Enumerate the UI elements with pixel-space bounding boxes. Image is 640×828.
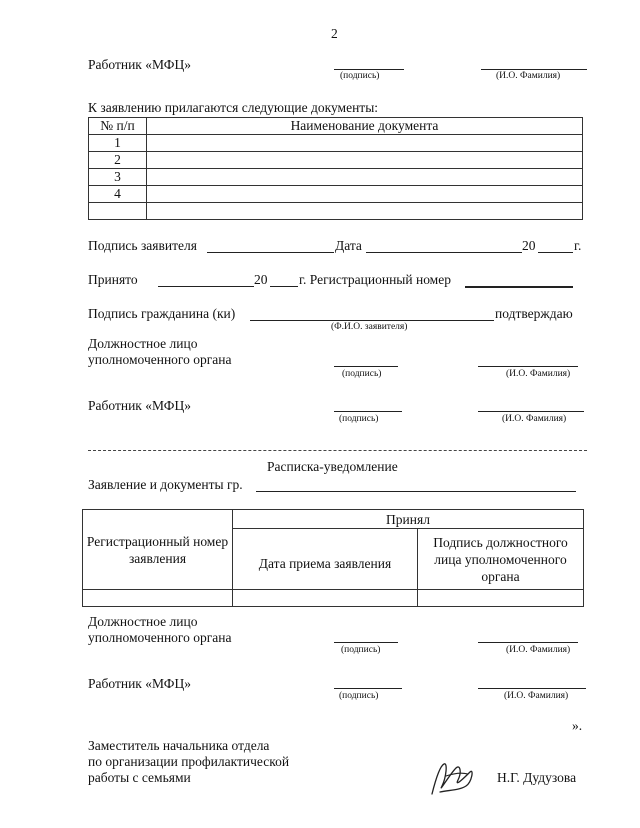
name-line[interactable] [478,411,584,412]
fio-applicant-caption: (Ф.И.О. заявителя) [331,322,408,332]
signature-caption: (подпись) [341,645,381,655]
footer-line-1: Заместитель начальника отдела [88,738,270,753]
worker-mfc-label: Работник «МФЦ» [88,398,191,413]
signature-line [334,69,404,70]
col-date-header: Дата приема заявления [233,529,418,590]
doc-name-cell[interactable] [147,169,583,186]
official-label-1: Должностное лицо [88,336,198,351]
signature-line[interactable] [334,366,398,367]
row-number: 3 [89,169,147,186]
reg-number-line[interactable] [465,286,573,288]
name-line [481,69,587,70]
name-line[interactable] [478,642,578,643]
name-caption: (И.О. Фамилия) [504,691,569,701]
date-cell[interactable] [233,590,418,607]
name-caption: (И.О. Фамилия) [496,71,561,81]
name-caption: (И.О. Фамилия) [506,645,571,655]
row-number: 2 [89,152,147,169]
col-num-header: № п/п [89,118,147,135]
signature-line[interactable] [334,642,398,643]
page-number: 2 [331,26,338,41]
official-label-1: Должностное лицо [88,614,198,629]
table-row [89,203,583,220]
citizen-signature-label: Подпись гражданина (ки) [88,306,236,321]
official-label-2: уполномоченного органа [88,352,232,367]
official-sig-cell[interactable] [418,590,584,607]
signature-caption: (подпись) [339,691,379,701]
doc-name-cell[interactable] [147,203,583,220]
signature-line[interactable] [334,688,402,689]
date-line[interactable] [366,252,522,253]
applicant-signature-line[interactable] [207,252,334,253]
receipt-title: Расписка-уведомление [267,459,398,474]
name-caption: (И.О. Фамилия) [506,369,571,379]
name-line[interactable] [478,688,586,689]
applicant-signature-label: Подпись заявителя [88,238,197,253]
doc-name-cell[interactable] [147,135,583,152]
col-name-header: Наименование документа [147,118,583,135]
attached-docs-table [88,117,583,220]
table-row [89,152,583,169]
accepted-year-line[interactable] [270,286,298,287]
cut-line [88,450,587,451]
table-row [89,135,583,152]
reg-number-label: г. Регистрационный номер [299,272,451,287]
name-line[interactable] [478,366,578,367]
citizen-fio-line[interactable] [250,320,494,321]
receipt-statement-label: Заявление и документы гр. [88,477,243,492]
table-row [89,186,583,203]
reg-number-cell[interactable] [83,590,233,607]
handwritten-signature [426,756,478,806]
signature-caption: (подпись) [339,414,379,424]
signature-line[interactable] [334,411,402,412]
worker-mfc-label: Работник «МФЦ» [88,57,191,72]
row-number: 1 [89,135,147,152]
closing-mark: ». [572,718,583,733]
table-row [89,169,583,186]
receipt-table [82,509,584,607]
confirm-label: подтверждаю [495,306,573,321]
year-line[interactable] [538,252,573,253]
col-reg-header: Регистрационный номер заявления [83,510,233,590]
table-row [83,590,584,607]
footer-line-3: работы с семьями [88,770,191,785]
col-accepted-header: Принял [233,510,584,529]
official-label-2: уполномоченного органа [88,630,232,645]
receipt-header-row [83,510,584,529]
attached-docs-heading: К заявлению прилагаются следующие документы: [88,100,379,115]
date-label: Дата [335,238,362,253]
accepted-label: Принято [88,272,138,287]
citizen-name-line[interactable] [256,491,576,492]
table-header-row [89,118,583,135]
year-prefix: 20 [522,238,536,253]
row-number [89,203,147,220]
accepted-date-line[interactable] [158,286,254,287]
signer-name: Н.Г. Дудузова [497,770,577,785]
name-caption: (И.О. Фамилия) [502,414,567,424]
footer-line-2: по организации профилактической [88,754,290,769]
worker-mfc-label: Работник «МФЦ» [88,676,191,691]
doc-name-cell[interactable] [147,186,583,203]
accepted-year-prefix: 20 [254,272,268,287]
signature-caption: (подпись) [342,369,382,379]
doc-name-cell[interactable] [147,152,583,169]
row-number: 4 [89,186,147,203]
signature-caption: (подпись) [340,71,380,81]
col-official-sig-header: Подпись должностного лица уполномоченного органа [418,529,584,590]
year-suffix: г. [574,238,582,253]
